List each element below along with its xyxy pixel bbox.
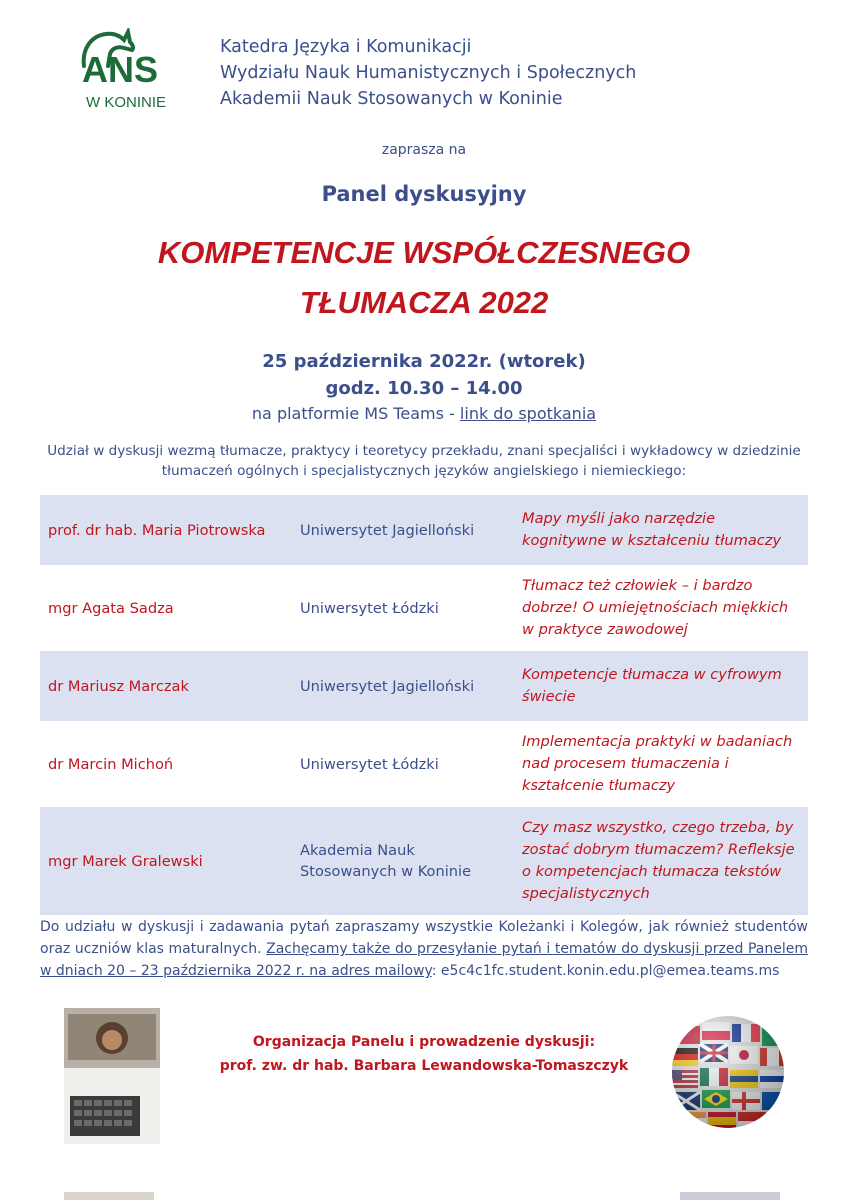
- event-datetime: [0, 348, 848, 402]
- outro-paragraph: [40, 916, 808, 982]
- speaker-name: prof. dr hab. Maria Piotrowska: [40, 495, 292, 565]
- speaker-name: dr Mariusz Marczak: [40, 651, 292, 721]
- outro-underlined: Zachęcamy także do przesyłanie pytań i tematów do dyskusji przed Panelem w dniach 20 – 23 października 2022 r. na adres mailowy: [40, 941, 808, 979]
- event-time: godz. 10.30 – 14.00: [325, 378, 523, 399]
- speaker-name: dr Marcin Michoń: [48, 755, 174, 773]
- meeting-link[interactable]: link do spotkania: [459, 404, 597, 423]
- speaker-university: Uniwersytet Łódzki: [300, 599, 439, 617]
- moderation-line-1: Organizacja Panelu i prowadzenie dyskusji:: [252, 1034, 596, 1050]
- organizer-line-2: Wydziału Nauk Humanistycznych i Społecznych: [220, 63, 637, 83]
- speaker-row: [40, 721, 808, 807]
- organizer-line-3: Akademii Nauk Stosowanych w Koninie: [220, 89, 563, 109]
- speaker-topic: Mapy myśli jako narzędzie kognitywne w kształceniu tłumaczy: [514, 495, 808, 565]
- event-date: 25 października 2022r. (wtorek): [262, 351, 586, 372]
- speaker-topic: Implementacja praktyki w badaniach nad procesem tłumaczenia i kształcenie tłumaczy: [522, 733, 793, 794]
- bottom-image-edge-left: [64, 1192, 154, 1200]
- flags-globe-image: [668, 1012, 788, 1132]
- speaker-topic: Czy masz wszystko, czego trzeba, by zostać dobrym tłumaczem? Refleksje o kompetencjach tłumacza tekstów specjalistycznych: [514, 807, 808, 915]
- speaker-name: mgr Agata Sadza: [48, 599, 174, 617]
- logo-city: W KONINIE: [86, 94, 167, 111]
- outro-email[interactable]: : e5c4c1fc.student.konin.edu.pl@emea.teams.ms: [431, 963, 780, 979]
- speaker-row: [40, 495, 808, 565]
- intro-paragraph: Udział w dyskusji wezmą tłumacze, praktycy i teoretycy przekładu, znani specjaliści i wykładowcy w dziedzinie tłumaczeń ogólnych i specjalistycznych języków angielskiego i niemieckiego:: [47, 443, 801, 479]
- speaker-row: [40, 565, 808, 651]
- invite-text: zaprasza na: [381, 142, 467, 158]
- moderation-line-2: prof. zw. dr hab. Barbara Lewandowska-Tomaszczyk: [219, 1058, 629, 1074]
- organizer-block: [220, 34, 636, 112]
- logo-abbr: ANS: [82, 49, 159, 90]
- event-title: [0, 228, 848, 328]
- speaker-university: Uniwersytet Jagielloński: [292, 495, 514, 565]
- speaker-university: Uniwersytet Jagielloński: [292, 651, 514, 721]
- speakers-table: [40, 495, 808, 915]
- speaker-topic: Tłumacz też człowiek – i bardzo dobrze! O umiejętnościach miękkich w praktyce zawodowej: [522, 577, 789, 638]
- speaker-topic: Kompetencje tłumacza w cyfrowym świecie: [514, 651, 808, 721]
- panel-label: Panel dyskusyjny: [321, 182, 527, 206]
- speaker-university: Akademia Nauk Stosowanych w Koninie: [292, 807, 514, 915]
- bottom-image-edge-right: [680, 1192, 780, 1200]
- organizer-line-1: Katedra Języka i Komunikacji: [220, 37, 472, 57]
- speaker-row: [40, 651, 808, 721]
- speaker-name: mgr Marek Gralewski: [40, 807, 292, 915]
- outro-plain: Do udziału w dyskusji i zadawania pytań zapraszamy wszystkie Koleżanki i Kolegów, jak również studentów oraz uczniów klas maturalnych.: [40, 919, 808, 957]
- event-platform: [0, 404, 848, 423]
- title-line-1: KOMPETENCJE WSPÓŁCZESNEGO: [157, 235, 691, 270]
- platform-prefix: na platformie MS Teams -: [251, 404, 460, 423]
- speaker-university: Uniwersytet Łódzki: [300, 755, 439, 773]
- title-line-2: TŁUMACZA 2022: [299, 285, 549, 320]
- speaker-row: [40, 807, 808, 915]
